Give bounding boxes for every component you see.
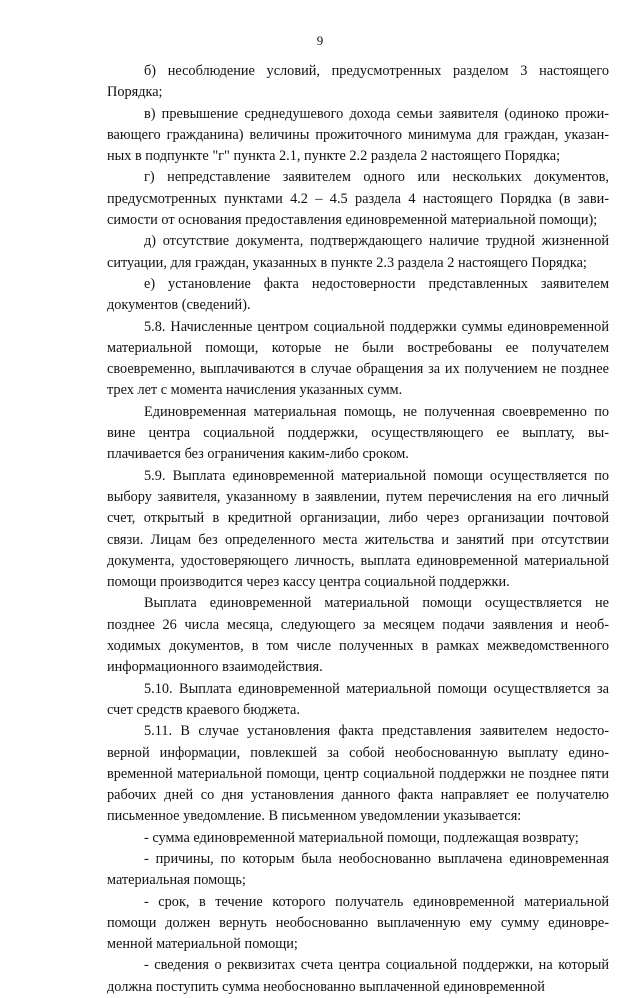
paragraph-5-9: 5.9. Выплата единовременной материальной помощи осуществляется по выбору заявителя, указанному в заявлении, путем перечисления на его личный счет, открытый в кредитной организации, либо через организации почтовой связи. Лицам без определенного места жительства и занятий при отсутствии документа, удостоверяющего личность, выплата единовременной материальной помощи производится через кассу центра социальной поддержки. bbox=[107, 467, 609, 591]
paragraph-item-d: д) отсутствие документа, подтверждающего наличие трудной жизненной ситуации, для граждан, указанных в пункте 2.3 раздела 2 настоящего Порядка; bbox=[107, 233, 609, 271]
list-item-reasons: - причины, по которым была необоснованно выплачена единовременная материальная помощь; bbox=[107, 850, 609, 889]
paragraph-5-9-continued: Выплата единовременной материальной помощи осуществляется не позднее 26 числа месяца, следующего за месяцем подачи заявления и необходимых документов, в том числе полученных в рамках межведомственного информационного взаимодействия. bbox=[107, 595, 609, 676]
paragraph-item-g: г) непредставление заявителем одного или нескольких документов, предусмотренных пунктами 4.2 – 4.5 раздела 4 настоящего Порядка (в зависимости от основания предоставления единовременной материальной помощи); bbox=[107, 169, 609, 229]
paragraph-item-b: б) несоблюдение условий, предусмотренных разделом 3 настоящего Порядка; bbox=[107, 63, 609, 101]
page-number: 9 bbox=[316, 33, 324, 48]
paragraph-5-8: 5.8. Начисленные центром социальной поддержки суммы единовременной материальной помощи, которые не были востребованы ее получателем своевременно, выплачиваются в случае обращения за их получением не позднее трех лет с момента начисления указанных сумм. bbox=[107, 318, 609, 399]
list-item-deadline: - срок, в течение которого получатель единовременной материальной помощи должен вернуть необоснованно выплаченную ему сумму единовременной материальной помощи; bbox=[107, 893, 609, 953]
list-item-account-details: - сведения о реквизитах счета центра социальной поддержки, на который должна поступить сумма необоснованно выплаченной единовременной bbox=[107, 957, 609, 995]
paragraph-5-8-continued: Единовременная материальная помощь, не полученная своевременно по вине центра социальной поддержки, осуществляющего ее выплату, выплачивается без ограничения каким-либо сроком. bbox=[107, 403, 609, 463]
document-body bbox=[107, 61, 609, 998]
paragraph-item-v: в) превышение среднедушевого дохода семьи заявителя (одиноко проживающего гражданина) величины прожиточного минимума для граждан, указанных в подпункте "г" пункта 2.1, пункте 2.2 раздела 2 настоящего Порядка; bbox=[107, 105, 609, 165]
list-item-amount: - сумма единовременной материальной помощи, подлежащая возврату; bbox=[144, 829, 579, 846]
paragraph-5-11: 5.11. В случае установления факта представления заявителем недостоверной информации, повлекшей за собой необоснованную выплату единовременной материальной помощи, центр социальной поддержки не позднее пяти рабочих дней со дня установления данного факта направляет ее получателю письменное уведомление. В письменном уведомлении указывается: bbox=[107, 723, 609, 825]
paragraph-item-e: е) установление факта недостоверности представленных заявителем документов (сведений). bbox=[107, 275, 609, 314]
paragraph-5-10: 5.10. Выплата единовременной материальной помощи осуществляется за счет средств краевого бюджета. bbox=[107, 680, 609, 718]
